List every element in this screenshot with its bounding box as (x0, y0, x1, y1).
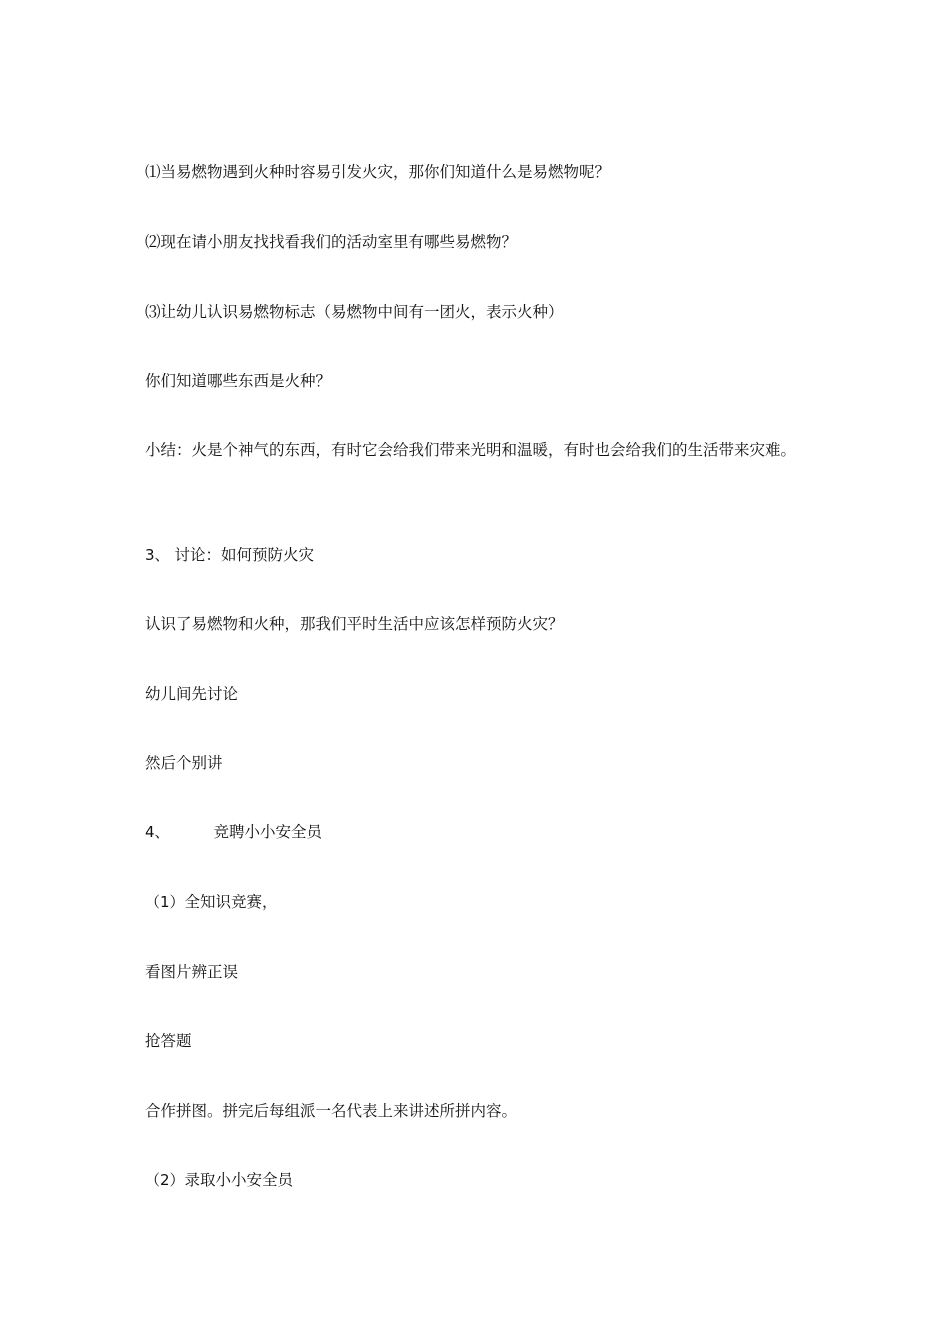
heading-number: 3、 (145, 546, 170, 564)
subheading-number: （1） (145, 893, 185, 911)
paragraph-quick-answer: 抢答题 (145, 1032, 192, 1050)
paragraph-flammable-question: ⑴当易燃物遇到火种时容易引发火灾，那你们知道什么是易燃物呢？ (145, 163, 611, 181)
subheading-text: 全知识竞赛， (184, 893, 278, 911)
paragraph-fire-source-question: 你们知道哪些东西是火种？ (145, 372, 332, 390)
heading-text: 讨论：如何预防火灾 (169, 546, 314, 564)
paragraph-flammable-sign: ⑶让幼儿认识易燃物标志（易燃物中间有一团火，表示火种） (145, 303, 564, 321)
subheading-knowledge-contest (145, 885, 810, 919)
heading-number: 4、 (145, 823, 170, 841)
subheading-select-officer (145, 1163, 810, 1197)
heading-discussion (145, 538, 810, 572)
subheading-text: 录取小小安全员 (184, 1171, 294, 1189)
heading-safety-officer (145, 815, 810, 849)
paragraph-find-flammables: ⑵现在请小朋友找找看我们的活动室里有哪些易燃物？ (145, 233, 518, 251)
paragraph-puzzle: 合作拼图。拼完后每组派一名代表上来讲述所拼内容。 (145, 1102, 518, 1120)
subheading-number: （2） (145, 1171, 185, 1189)
paragraph-prevention-question: 认识了易燃物和火种，那我们平时生活中应该怎样预防火灾？ (145, 615, 564, 633)
paragraph-children-discuss: 幼儿间先讨论 (145, 685, 239, 703)
paragraph-summary: 小结：火是个神气的东西，有时它会给我们带来光明和温暖，有时也会给我们的生活带来灾难。 (145, 441, 797, 459)
paragraph-individual-speak: 然后个别讲 (145, 754, 223, 772)
heading-text: 竞聘小小安全员 (213, 823, 323, 841)
paragraph-picture-judge: 看图片辨正误 (145, 963, 239, 981)
